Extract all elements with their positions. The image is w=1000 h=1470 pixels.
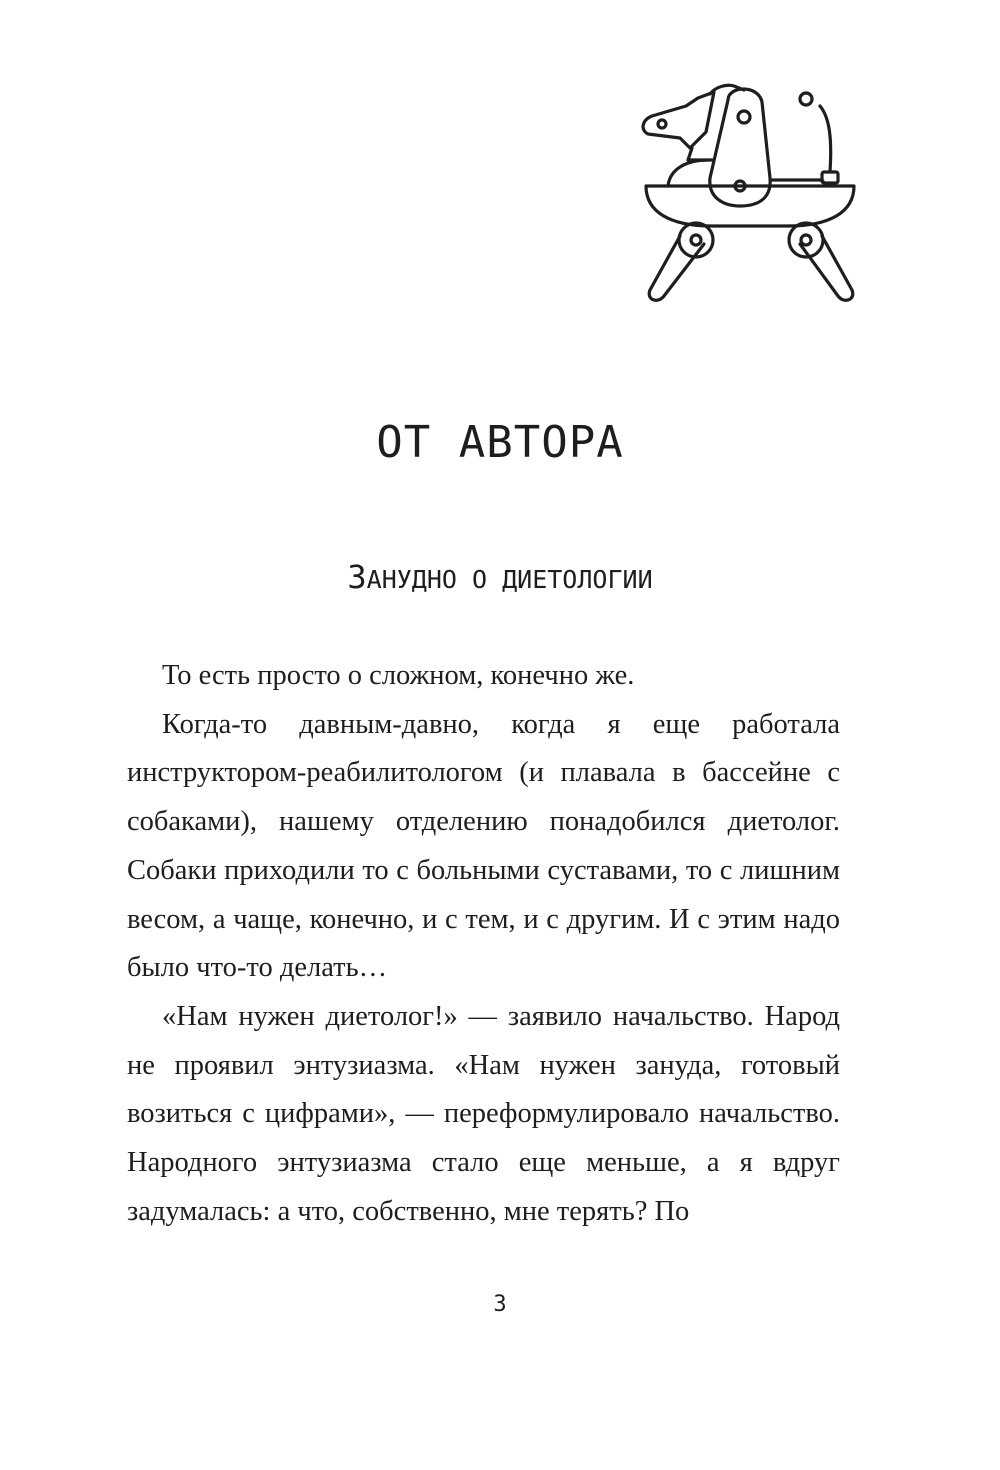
paragraph: То есть просто о сложном, конечно же. [162,660,635,691]
page-number: 3 [493,1292,507,1317]
body-text [127,652,840,1236]
section-title-initial: З [347,558,367,596]
paragraph: «Нам нужен диетолог!» — заявило начальство. Народ не проявил энтузиазма. «Нам нужен зануда, готовый возиться с цифрами», — переформулировало начальство. Народного энтузиазма стало еще меньше, а я вдруг задумалась: а что, собственно, мне терять? По [127,1000,840,1227]
section-title [0,558,1000,596]
chapter-title: ОТ АВТОРА [376,417,624,468]
robot-dog-icon [632,80,868,308]
paragraph: Когда-то давным-давно, когда я еще работала инструктором-реабилитологом (и плавала в бассейне с собаками), нашему отделению понадобился диетолог. Собаки приходили то с больными суставами, то с лишним весом, а чаще, конечно, и с тем, и с другим. И с этим надо было что-то делать… [127,708,840,984]
section-title-rest: АНУДНО О ДИЕТОЛОГИИ [366,565,653,594]
